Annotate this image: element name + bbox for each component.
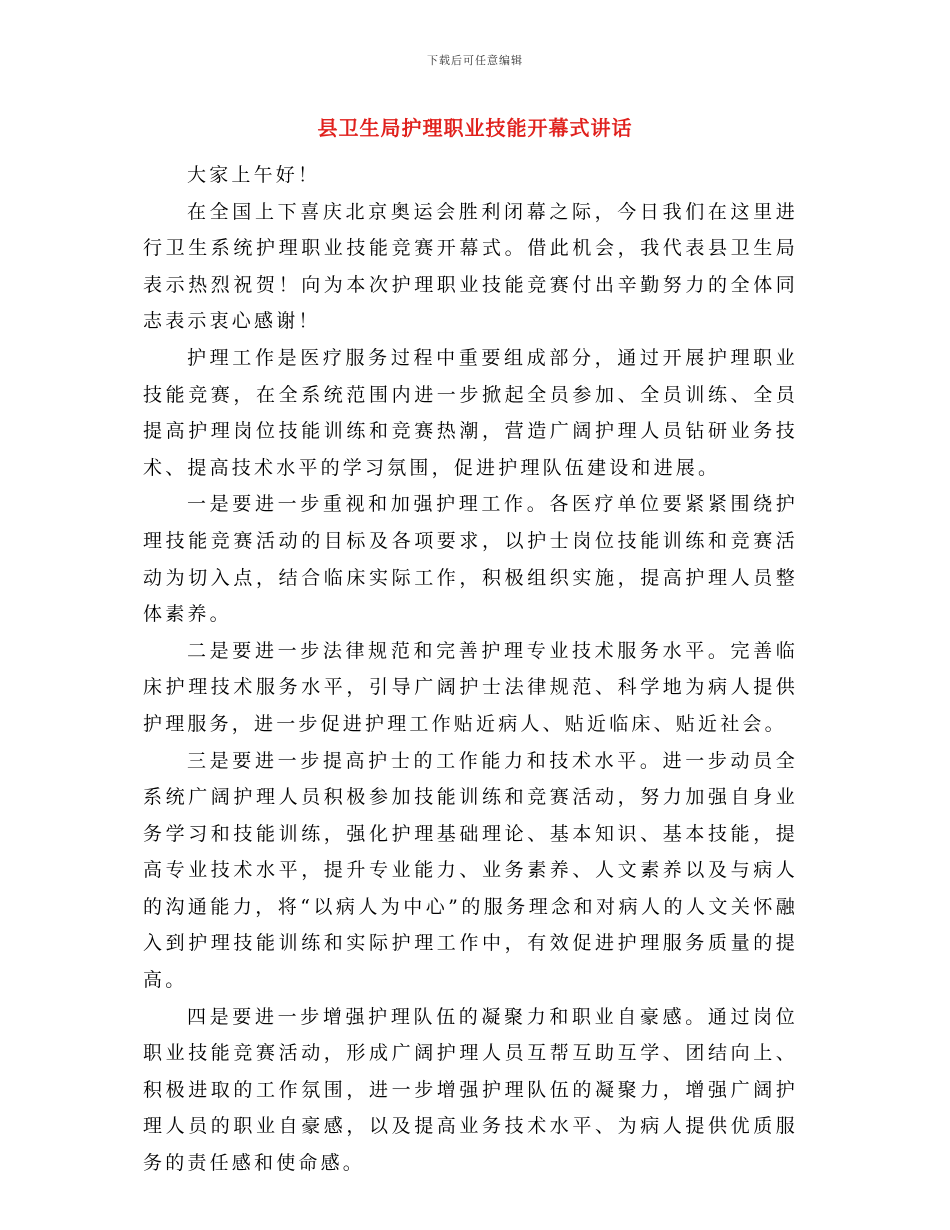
paragraph-point-two: 二是要进一步法律规范和完善护理专业技术服务水平。完善临床护理技术服务水平，引导广阔护士法律规范、科学地为病人提供护理服务，进一步促进护理工作贴近病人、贴近临床、贴近社会。: [143, 639, 798, 735]
paragraph-opening: 在全国上下喜庆北京奥运会胜利闭幕之际，今日我们在这里进行卫生系统护理职业技能竞赛开幕式。借此机会，我代表县卫生局表示热烈祝贺！向为本次护理职业技能竞赛付出辛勤努力的全体同志表示衷心感谢！: [143, 200, 798, 333]
paragraph-point-three: 三是要进一步提高护士的工作能力和技术水平。进一步动员全系统广阔护理人员积极参加技能训练和竞赛活动，努力加强自身业务学习和技能训练，强化护理基础理论、基本知识、基本技能，提高专业技术水平，提升专业能力、业务素养、人文素养以及与病人的沟通能力，将“以病人为中心”的服务理念和对病人的人文关怀融入到护理技能训练和实际护理工作中，有效促进护理服务质量的提高。: [143, 749, 798, 992]
page-header-note: 下载后可任意编辑: [427, 54, 523, 67]
paragraph-greeting: 大家上午好！: [187, 164, 321, 186]
paragraph-purpose: 护理工作是医疗服务过程中重要组成部分，通过开展护理职业技能竞赛，在全系统范围内进一步掀起全员参加、全员训练、全员提高护理岗位技能训练和竞赛热潮，营造广阔护理人员钻研业务技术、提高技术水平的学习氛围，促进护理队伍建设和进展。: [143, 346, 798, 479]
paragraph-point-one: 一是要进一步重视和加强护理工作。各医疗单位要紧紧围绕护理技能竞赛活动的目标及各项要求，以护士岗位技能训练和竞赛活动为切入点，结合临床实际工作，积极组织实施，提高护理人员整体素养。: [143, 493, 798, 626]
document-title: 县卫生局护理职业技能开幕式讲话: [317, 116, 633, 140]
paragraph-point-four: 四是要进一步增强护理队伍的凝聚力和职业自豪感。通过岗位职业技能竞赛活动，形成广阔护理人员互帮互助互学、团结向上、积极进取的工作氛围，进一步增强护理队伍的凝聚力，增强广阔护理人员的职业自豪感，以及提高业务技术水平、为病人提供优质服务的责任感和使命感。: [143, 1005, 798, 1175]
document-body: [143, 157, 798, 1182]
